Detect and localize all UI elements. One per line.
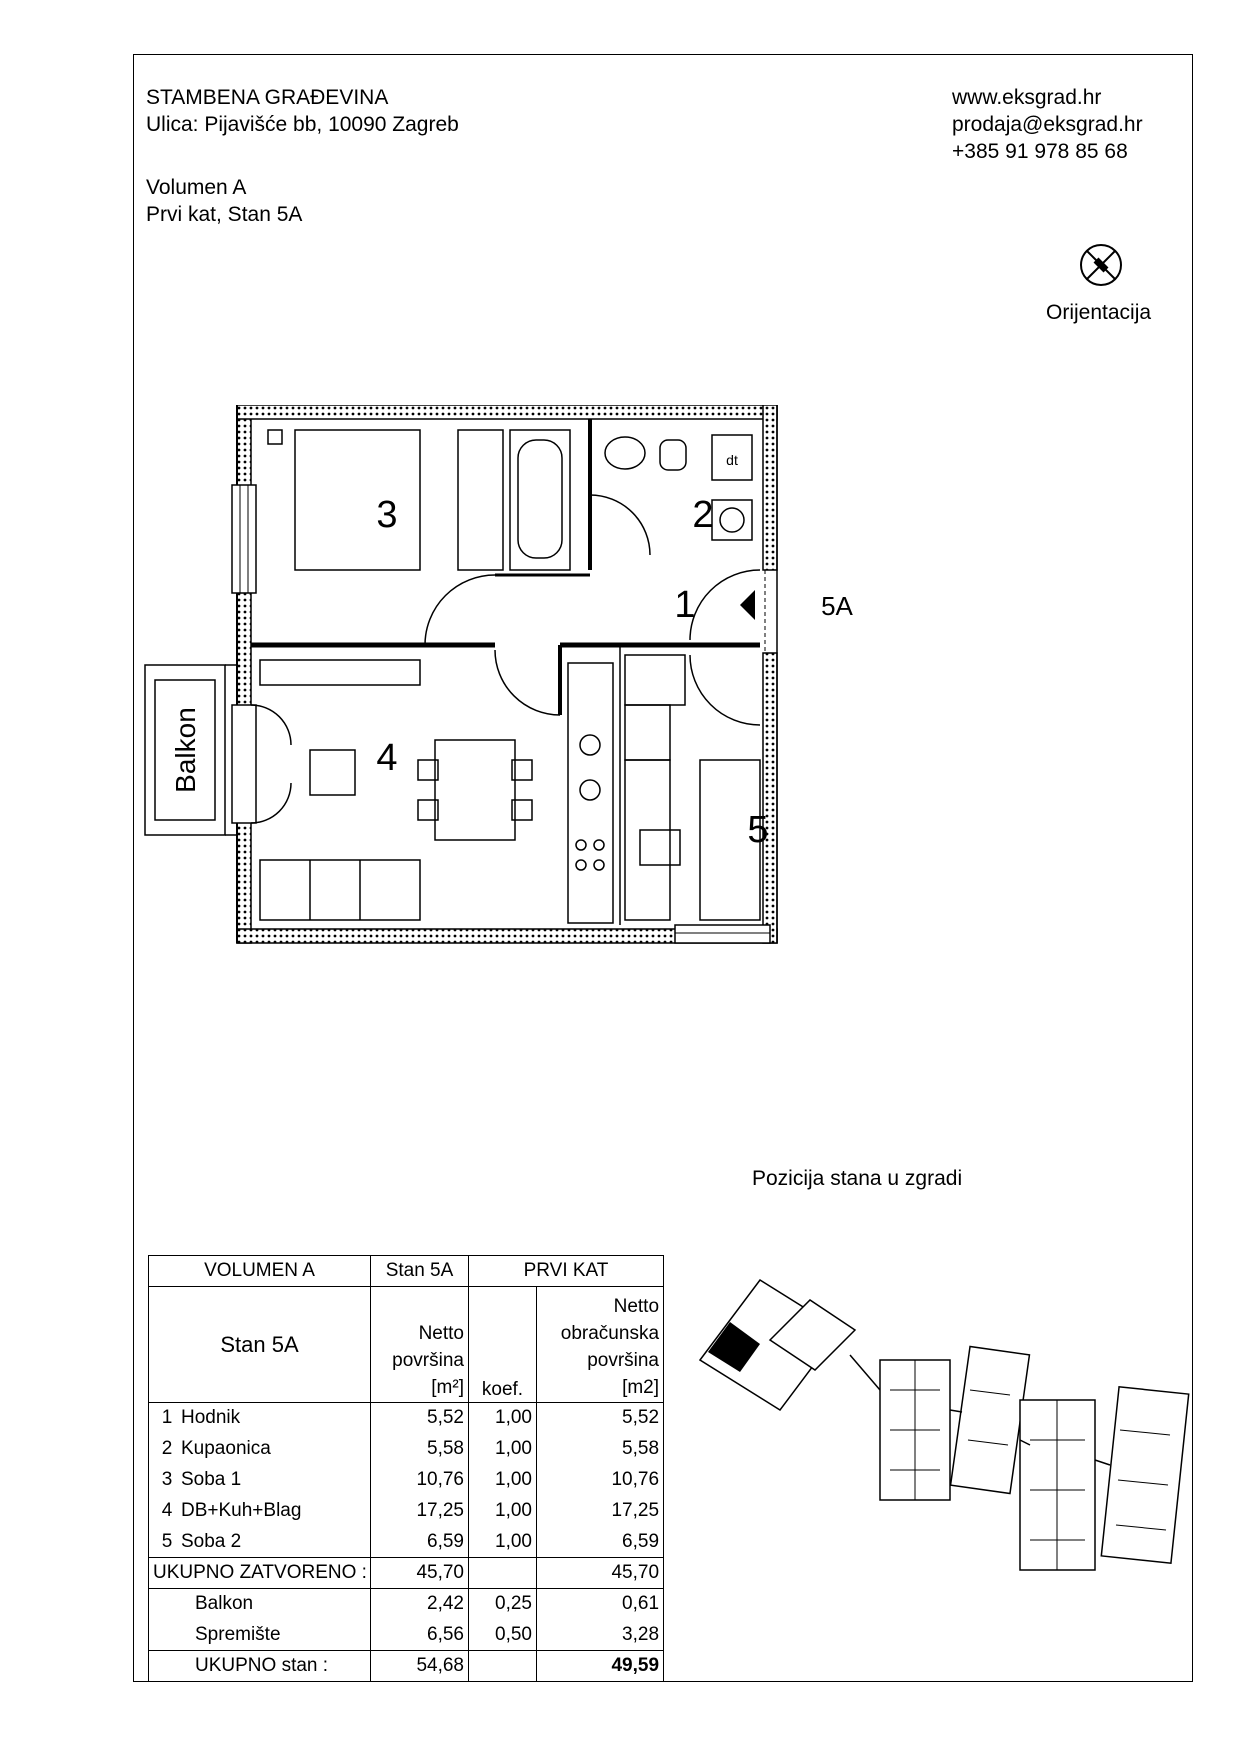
room-number-5: 5: [747, 809, 769, 851]
project-address: Ulica: Pijavišće bb, 10090 Zagreb: [146, 113, 459, 136]
outer-walls: [237, 405, 777, 943]
entrance-label: 5A: [821, 591, 853, 621]
room-number-1: 1: [674, 584, 696, 626]
table-row: Spremište 6,56 0,50 3,28: [149, 1620, 664, 1651]
contact-info: [952, 84, 1143, 165]
project-info: [146, 84, 459, 138]
grand-total-row: UKUPNO stan : 54,68 49,59: [149, 1651, 664, 1682]
interior-walls: [251, 419, 760, 925]
position-title: Pozicija stana u zgradi: [752, 1167, 963, 1190]
table-row: 4 DB+Kuh+Blag 17,25 1,00 17,25: [149, 1496, 664, 1527]
table-row: 3 Soba 1 10,76 1,00 10,76: [149, 1465, 664, 1496]
table-row: Balkon 2,42 0,25 0,61: [149, 1589, 664, 1620]
table-row: 2 Kupaonica 5,58 1,00 5,58: [149, 1434, 664, 1465]
balcony-label: Balkon: [170, 707, 201, 793]
entrance-arrow-icon: [740, 590, 755, 620]
closed-total-row: UKUPNO ZATVORENO : 45,70 45,70: [149, 1558, 664, 1589]
volume-label: Volumen A: [146, 176, 247, 199]
table-floor: PRVI KAT: [469, 1256, 664, 1287]
windows: [232, 485, 770, 943]
unit-info: [146, 174, 302, 228]
table-title: Stan 5A: [149, 1287, 371, 1403]
website-link[interactable]: www.eksgrad.hr: [952, 86, 1102, 109]
room-number-3: 3: [376, 494, 398, 536]
table-volume: VOLUMEN A: [149, 1256, 371, 1287]
col-koef-header: koef.: [469, 1287, 537, 1403]
orientation-label: Orijentacija: [1046, 301, 1152, 324]
phone-number: +385 91 978 85 68: [952, 140, 1128, 163]
table-unit: Stan 5A: [371, 1256, 469, 1287]
room-number-2: 2: [692, 494, 714, 536]
room-number-4: 4: [376, 737, 398, 779]
email-link[interactable]: prodaja@eksgrad.hr: [952, 113, 1143, 136]
furniture: [260, 430, 760, 923]
floor-unit-label: Prvi kat, Stan 5A: [146, 203, 303, 226]
area-table: [148, 1255, 664, 1682]
floor-plan: [140, 405, 940, 965]
appliance-label: dt: [726, 452, 738, 468]
compass-icon: [1078, 242, 1124, 288]
table-row: 5 Soba 2 6,59 1,00 6,59: [149, 1527, 664, 1558]
col-calc-header: Netto obračunska površina [m2]: [537, 1287, 664, 1403]
building-position-map: [690, 1260, 1200, 1590]
table-row: 1 Hodnik 5,52 1,00 5,52: [149, 1403, 664, 1434]
project-type: STAMBENA GRAĐEVINA: [146, 86, 389, 109]
doors: [251, 495, 765, 823]
col-netto-header: Netto površina [m²]: [371, 1287, 469, 1403]
